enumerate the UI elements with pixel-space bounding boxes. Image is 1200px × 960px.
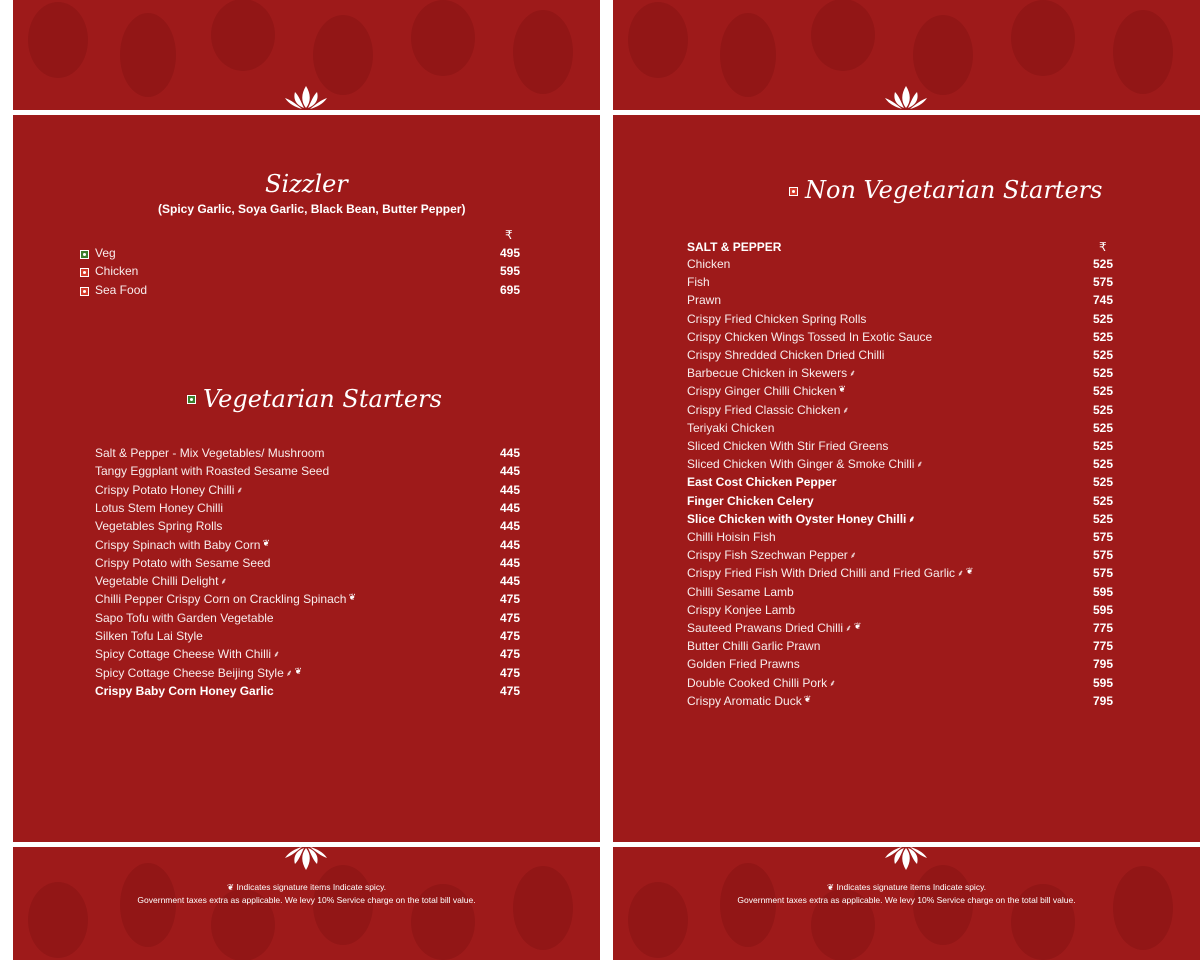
menu-item-price: 525 (1092, 420, 1113, 435)
menu-item (687, 475, 1113, 493)
menu-item-name-text: Crispy Shredded Chicken Dried Chilli (687, 348, 885, 362)
menu-page-right (613, 0, 1200, 960)
menu-item-name (95, 538, 270, 552)
signature-icon: ❦ (226, 882, 235, 892)
lotus-ornament-icon (283, 846, 329, 872)
menu-item (687, 494, 1113, 512)
nonveg-starters-title: Non Vegetarian Starters (805, 176, 1103, 204)
veg-mark-icon (80, 250, 89, 259)
menu-item-name (95, 592, 356, 606)
chilli-icon: ⸙ (829, 677, 836, 688)
menu-item-name-text: Crispy Fried Fish With Dried Chilli and Fried Garlic (687, 566, 956, 581)
menu-item-name-text: Golden Fried Prawns (687, 657, 800, 672)
menu-item-name (687, 348, 884, 362)
chilli-icon: ⸙ (908, 513, 916, 524)
menu-item (687, 348, 1113, 366)
menu-item-name-text: Sapo Tofu with Garden Vegetable (95, 610, 274, 625)
menu-item (687, 530, 1113, 548)
menu-item-name (687, 512, 915, 526)
menu-item (95, 264, 520, 282)
menu-item (687, 330, 1113, 348)
signature-icon: ❦ (853, 621, 862, 631)
menu-item-price: 475 (499, 610, 520, 625)
menu-item-price: 475 (499, 665, 520, 680)
menu-item-name (687, 439, 888, 453)
menu-item (687, 694, 1113, 712)
menu-item-name (687, 384, 846, 398)
menu-item-name-text: Prawn (687, 293, 722, 308)
nonveg-mark-icon (80, 268, 89, 277)
menu-item-name (95, 574, 227, 588)
menu-item (687, 384, 1113, 402)
legend-text: Indicates signature items Indicate spicy. (236, 882, 387, 892)
menu-item-name-text: Sea Food (95, 282, 148, 297)
menu-item-price: 475 (499, 592, 520, 607)
menu-item-name (95, 446, 324, 460)
menu-item (687, 439, 1113, 457)
divider-top (613, 110, 1200, 115)
menu-item-name-text: Sliced Chicken With Stir Fried Greens (687, 439, 889, 453)
menu-item-name-text: Teriyaki Chicken (687, 420, 775, 435)
menu-item-name-text: Crispy Baby Corn Honey Garlic (95, 683, 274, 698)
currency-symbol: ₹ (505, 228, 513, 242)
menu-item (687, 457, 1113, 475)
nonveg-mark-icon (80, 287, 89, 296)
menu-item (687, 403, 1113, 421)
sizzler-title: Sizzler (265, 170, 348, 198)
veg-starters-title: Vegetarian Starters (203, 385, 442, 413)
tax-note: Government taxes extra as applicable. We levy 10% Service charge on the total bill value. (137, 895, 476, 905)
menu-item-name-text: Crispy Potato with Sesame Seed (95, 555, 271, 570)
veg-mark-icon (187, 395, 196, 404)
menu-item-price: 745 (1092, 293, 1113, 308)
lotus-ornament-icon (883, 84, 929, 110)
menu-item (687, 275, 1113, 293)
menu-item (687, 366, 1113, 384)
menu-item-price: 775 (1092, 639, 1113, 654)
menu-item-price: 525 (1092, 475, 1113, 490)
menu-item (687, 293, 1113, 311)
menu-item-price: 495 (499, 246, 520, 260)
menu-page-left (13, 0, 600, 960)
chilli-icon: ⸙ (957, 568, 964, 579)
sizzler-subtitle: (Spicy Garlic, Soya Garlic, Black Bean, Butter Pepper) (158, 202, 466, 216)
menu-item-price: 445 (499, 574, 520, 589)
menu-item-name (687, 312, 866, 326)
menu-item-name-text: Silken Tofu Lai Style (95, 629, 203, 643)
menu-item (95, 283, 520, 301)
menu-item-price: 445 (499, 537, 520, 552)
menu-item-price: 445 (499, 482, 520, 497)
menu-item (687, 621, 1113, 639)
signature-icon: ❦ (826, 882, 835, 892)
lotus-ornament-icon (283, 84, 329, 110)
menu-item-price: 525 (1092, 457, 1113, 472)
legend-text: Indicates signature items Indicate spicy. (836, 882, 987, 892)
menu-item (687, 676, 1113, 694)
menu-item (95, 684, 520, 702)
signature-icon: ❦ (294, 665, 303, 676)
menu-item-name (687, 639, 820, 653)
menu-item (687, 603, 1113, 621)
menu-item-name-text: Slice Chicken with Oyster Honey Chilli (687, 511, 907, 526)
menu-item-name-text: Chilli Hoisin Fish (687, 530, 776, 544)
menu-item-name (95, 483, 243, 497)
menu-item-name (95, 647, 280, 661)
menu-item (95, 556, 520, 574)
menu-item-name (687, 530, 776, 544)
signature-icon: ❦ (803, 693, 812, 704)
menu-item-name (95, 556, 270, 570)
menu-item-name (95, 283, 147, 297)
signature-icon: ❦ (965, 566, 974, 577)
menu-item-price: 445 (499, 500, 520, 515)
menu-item-price: 575 (1092, 275, 1113, 290)
menu-item-price: 525 (1092, 257, 1113, 271)
menu-item (95, 538, 520, 556)
menu-item-price: 525 (1092, 311, 1113, 326)
menu-item (95, 629, 520, 647)
menu-item-price: 525 (1092, 511, 1113, 526)
menu-item-name-text: East Cost Chicken Pepper (687, 475, 837, 490)
menu-item-price: 575 (1092, 566, 1113, 581)
menu-item (687, 639, 1113, 657)
menu-item-name-text: Sliced Chicken With Ginger & Smoke Chilli (687, 457, 915, 472)
menu-item (95, 501, 520, 519)
menu-item-price: 775 (1092, 621, 1113, 635)
menu-item-price: 445 (499, 446, 520, 460)
menu-item-price: 795 (1092, 693, 1113, 708)
menu-item-name (95, 611, 274, 625)
menu-item-name (687, 421, 774, 435)
menu-item-name-text: Tangy Eggplant with Roasted Sesame Seed (95, 464, 330, 479)
menu-item-name-text: Double Cooked Chilli Pork (687, 675, 828, 690)
menu-item-price: 445 (499, 555, 520, 570)
menu-item-name (95, 629, 203, 643)
legend-note (13, 882, 600, 893)
menu-item-price: 525 (1092, 439, 1113, 453)
menu-item-name (687, 657, 800, 671)
menu-item-name-text: Crispy Ginger Chilli Chicken (687, 384, 837, 399)
chilli-icon: ⸙ (236, 484, 244, 495)
menu-item-name (95, 684, 274, 698)
menu-item-name-text: Veg (95, 246, 116, 260)
chilli-icon: ⸙ (845, 623, 852, 633)
menu-item-name-text: Crispy Fish Szechwan Pepper (687, 548, 848, 563)
menu-item-price: 475 (499, 629, 520, 643)
menu-item-name (687, 566, 973, 580)
currency-symbol: ₹ (1099, 240, 1107, 254)
menu-item-price: 595 (1092, 675, 1113, 690)
menu-item-name-text: Sauteed Prawans Dried Chilli (687, 621, 844, 635)
menu-item (95, 464, 520, 482)
menu-item (687, 657, 1113, 675)
menu-item-name-text: Spicy Cottage Cheese Beijing Style (95, 665, 284, 680)
menu-item-name-text: Chilli Sesame Lamb (687, 584, 794, 599)
menu-item-price: 595 (1092, 602, 1113, 617)
menu-item-name-text: Vegetables Spring Rolls (95, 519, 223, 534)
menu-item-name-text: Spicy Cottage Cheese With Chilli (95, 647, 272, 662)
menu-item-name-text: Butter Chilli Garlic Prawn (687, 639, 821, 654)
menu-item (95, 246, 520, 264)
menu-item (95, 483, 520, 501)
menu-item-name-text: Crispy Fried Chicken Spring Rolls (687, 311, 867, 326)
menu-item-name-text: Crispy Fried Classic Chicken (687, 402, 841, 417)
menu-item (95, 611, 520, 629)
menu-item-name (687, 494, 814, 508)
menu-item-price: 525 (1092, 348, 1113, 362)
menu-item-name (687, 366, 856, 380)
menu-item-name-text: Chicken (687, 257, 731, 271)
menu-item-price: 475 (499, 647, 520, 662)
menu-item-name-text: Crispy Aromatic Duck (687, 693, 802, 708)
signature-icon: ❦ (838, 384, 846, 395)
menu-item (687, 566, 1113, 584)
menu-item-price: 575 (1092, 548, 1113, 563)
menu-item-name-text: Chicken (95, 264, 139, 279)
menu-item-name-text: Vegetable Chilli Delight (95, 574, 219, 589)
menu-item-name (95, 246, 116, 260)
menu-item-name (687, 676, 836, 690)
chilli-icon: ⸙ (285, 667, 293, 678)
menu-item-name-text: Crispy Potato Honey Chilli (95, 482, 235, 497)
chilli-icon: ⸙ (842, 404, 850, 415)
menu-item-price: 695 (499, 282, 520, 297)
nonveg-mark-icon (789, 187, 798, 196)
lotus-ornament-icon (883, 846, 929, 872)
legend-note (613, 882, 1200, 893)
menu-item-name (95, 264, 138, 278)
menu-item (687, 421, 1113, 439)
menu-item-name-text: Chilli Pepper Crispy Corn on Crackling Spinach (95, 592, 347, 607)
menu-item-price: 595 (499, 264, 520, 279)
menu-item-price: 795 (1092, 657, 1113, 672)
chilli-icon: ⸙ (273, 649, 280, 660)
menu-item-price: 445 (499, 519, 520, 534)
menu-item-name-text: Finger Chicken Celery (687, 493, 814, 508)
menu-item-name (95, 519, 222, 533)
menu-item (687, 512, 1113, 530)
chilli-icon: ⸙ (849, 550, 857, 561)
menu-item-name-text: Fish (687, 275, 710, 290)
menu-item-price: 525 (1092, 329, 1113, 344)
menu-item-price: 525 (1092, 384, 1113, 399)
menu-item-name (687, 275, 710, 289)
menu-item-name (687, 293, 721, 307)
menu-item (95, 574, 520, 592)
menu-item-name (687, 603, 795, 617)
chilli-icon: ⸙ (849, 368, 856, 379)
menu-item-name (687, 475, 836, 489)
menu-item-name (687, 403, 849, 417)
menu-item-price: 595 (1092, 584, 1113, 599)
menu-item-name (687, 585, 794, 599)
menu-item-name (687, 694, 811, 708)
menu-item-price: 475 (499, 683, 520, 698)
chilli-icon: ⸙ (220, 576, 228, 587)
menu-item-name (95, 464, 329, 478)
menu-item-name (687, 330, 932, 344)
menu-item-price: 525 (1092, 493, 1113, 508)
menu-item-price: 575 (1092, 530, 1113, 544)
menu-item (95, 666, 520, 684)
menu-item-name (687, 457, 923, 471)
menu-item-price: 445 (499, 464, 520, 479)
tax-note: Government taxes extra as applicable. We levy 10% Service charge on the total bill value. (737, 895, 1076, 905)
signature-icon: ❦ (348, 592, 356, 603)
menu-item (687, 548, 1113, 566)
menu-item (687, 257, 1113, 275)
menu-item (95, 519, 520, 537)
salt-pepper-heading: SALT & PEPPER (687, 240, 782, 254)
menu-item-price: 525 (1092, 402, 1113, 417)
menu-item (687, 312, 1113, 330)
menu-item-name (95, 666, 302, 680)
menu-item (687, 585, 1113, 603)
menu-item-name (95, 501, 223, 515)
menu-item-price: 525 (1092, 366, 1113, 381)
menu-item (95, 446, 520, 464)
menu-item-name-text: Crispy Spinach with Baby Corn (95, 537, 261, 552)
menu-item-name-text: Salt & Pepper - Mix Vegetables/ Mushroom (95, 446, 325, 460)
menu-item (95, 592, 520, 610)
signature-icon: ❦ (262, 537, 270, 548)
menu-item-name-text: Barbecue Chicken in Skewers (687, 366, 848, 381)
menu-item-name-text: Lotus Stem Honey Chilli (95, 500, 224, 515)
menu-item (95, 647, 520, 665)
menu-item-name (687, 257, 730, 271)
menu-item-name-text: Crispy Chicken Wings Tossed In Exotic Sauce (687, 329, 933, 344)
menu-item-name-text: Crispy Konjee Lamb (687, 602, 796, 617)
menu-item-name (687, 548, 857, 562)
chilli-icon: ⸙ (916, 459, 924, 470)
menu-item-name (687, 621, 861, 635)
divider-top (13, 110, 600, 115)
